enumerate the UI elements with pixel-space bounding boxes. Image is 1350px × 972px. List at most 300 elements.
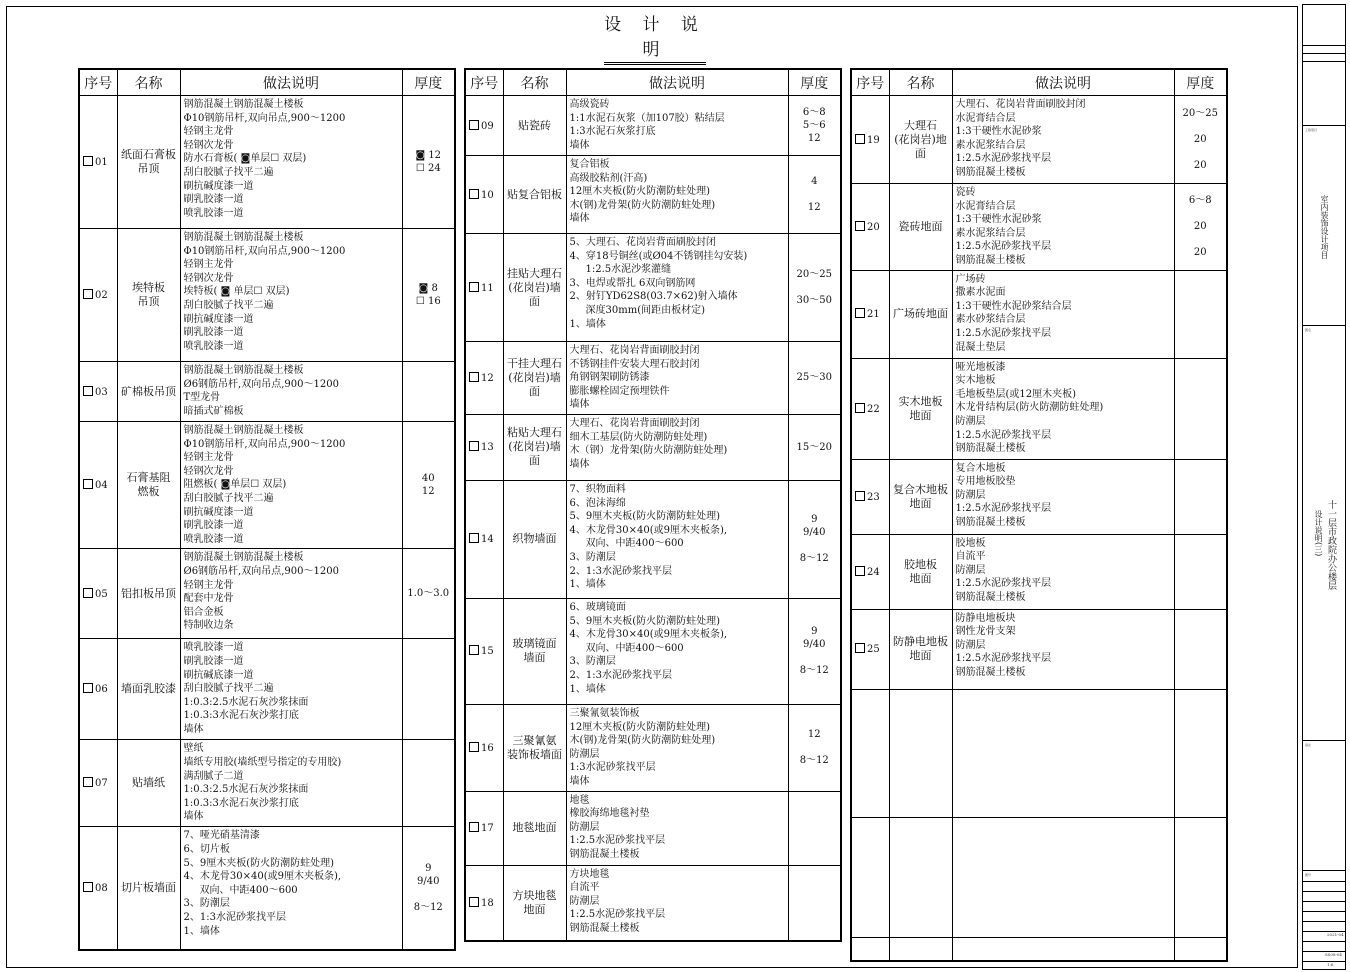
method-line: 1:3水泥石灰浆打底 <box>569 126 656 138</box>
thickness-line: 8～12 <box>413 902 443 914</box>
item-name <box>503 704 566 791</box>
method-line: 1:3干硬性水泥砂浆 <box>955 214 1042 226</box>
thickness-line <box>403 888 455 901</box>
row-number <box>465 156 503 234</box>
thickness-line: 12 <box>421 486 435 498</box>
method-line: 刮白胶腻子找平二遍 <box>183 683 274 695</box>
item-name-line: 大理石 <box>904 118 937 132</box>
row-number-text: 04 <box>95 480 108 492</box>
spec-row <box>465 598 841 704</box>
method-line: 钢筋混凝土楼板 <box>955 591 1026 603</box>
method-line: 胶地板 <box>955 537 986 549</box>
method-description <box>566 791 788 865</box>
item-name-line: 织物墙面 <box>512 532 557 546</box>
method-line: 1:2.5水泥砂浆找平层 <box>955 153 1052 165</box>
spec-row <box>79 422 455 549</box>
method-line: 特制收边条 <box>183 620 234 632</box>
item-name <box>503 342 566 415</box>
method-line: 刷乳胶漆一道 <box>183 327 244 339</box>
method-line: 防潮层 <box>955 489 986 501</box>
method-description <box>566 156 788 234</box>
method-line: 毛地板垫层(或12厘木夹板) <box>955 388 1077 400</box>
method-line: 钢筋混凝土钢筋混凝土楼板 <box>183 552 304 564</box>
thickness-line: 15～20 <box>796 441 832 453</box>
method-line: 广场砖 <box>955 273 986 285</box>
method-description <box>180 229 402 362</box>
date: 2021-04 <box>1327 932 1344 937</box>
empty-cell <box>1174 937 1227 961</box>
method-line: 2、1:3水泥砂浆找平层 <box>569 669 672 681</box>
header-method: 做法说明 <box>566 69 788 96</box>
method-line: 防静电地板块 <box>955 612 1016 624</box>
method-description <box>566 342 788 415</box>
checkbox-icon <box>855 134 865 144</box>
thickness-line: 9 <box>425 863 432 875</box>
item-name-line: 防静电地板 <box>893 635 948 649</box>
empty-cell <box>889 817 952 937</box>
row-number <box>465 234 503 342</box>
thickness-line: 9/40 <box>803 639 826 651</box>
item-name-line: 粘贴大理石 <box>507 426 562 440</box>
thickness-line: 9/40 <box>803 527 826 539</box>
label-no: 图号 <box>1305 873 1312 877</box>
item-name <box>503 156 566 234</box>
item-name <box>889 358 952 459</box>
thickness-line: 20 <box>1193 247 1207 259</box>
method-line: 埃特板( ◙ 单层☐ 双层) <box>183 286 290 298</box>
thickness-line: 8～12 <box>799 553 829 565</box>
spec-row <box>851 270 1227 358</box>
item-name <box>503 234 566 342</box>
row-number-text: 20 <box>867 221 880 233</box>
empty-row <box>851 689 1227 817</box>
method-line: 1:2.5水泥沙浆灌缝 <box>585 264 672 276</box>
row-number <box>79 422 117 549</box>
method-line: 6、切片板 <box>183 843 230 855</box>
method-line: 轻钢主龙骨 <box>183 579 234 591</box>
method-line: 撒素水泥面 <box>955 287 1006 299</box>
method-line: 2、1:3水泥砂浆找平层 <box>569 565 672 577</box>
item-name-line: 地面 <box>909 496 932 510</box>
row-number-text: 07 <box>95 778 108 790</box>
method-line: 5、大理石、花岗岩背面刷胶封闭 <box>569 237 716 248</box>
thickness <box>788 704 841 791</box>
method-description <box>566 704 788 791</box>
method-line: 1:2.5水泥砂浆找平层 <box>569 909 666 921</box>
spec-row <box>851 184 1227 271</box>
method-description <box>952 96 1174 184</box>
method-line: 实木地板 <box>955 375 996 387</box>
method-line: 瓷砖 <box>955 187 976 198</box>
method-description <box>180 96 402 229</box>
method-line: 刷抗碱度漆一道 <box>183 180 254 192</box>
thickness-line: 12 <box>807 202 821 213</box>
thickness <box>402 549 455 639</box>
spec-row <box>465 704 841 791</box>
item-name-line: 地面 <box>909 571 932 585</box>
method-line: 刷抗碱度漆一道 <box>183 313 254 325</box>
method-line: 1、墙体 <box>183 925 220 937</box>
method-line: 1:0.3:2.5水泥石灰沙浆抹面 <box>183 784 309 796</box>
method-line: 防潮层 <box>569 821 600 833</box>
item-name-line: (花岗岩)墙面 <box>508 370 561 398</box>
row-number <box>79 827 117 950</box>
empty-cell <box>889 937 952 961</box>
spec-row <box>79 549 455 639</box>
thickness <box>788 234 841 342</box>
spec-table-1 <box>78 68 456 951</box>
method-line: 防潮层 <box>955 639 986 651</box>
method-line: 1:2.5水泥砂浆找平层 <box>955 327 1052 339</box>
method-line: 12厘木夹板(防火防潮防蛀处理) <box>569 721 711 733</box>
empty-cell <box>1174 817 1227 937</box>
label-project: 工程项目 <box>1305 128 1318 132</box>
method-line: 4、木龙骨30×40(或9厘木夹板条), <box>569 524 728 536</box>
method-line: 素水泥浆结合层 <box>955 139 1026 151</box>
item-name-line: 矿棉板吊顶 <box>121 384 176 398</box>
method-line: 钢筋混凝土楼板 <box>955 666 1026 678</box>
method-line: 刮白胶腻子找平二遍 <box>183 299 274 311</box>
method-line: 轻钢主龙骨 <box>183 259 234 271</box>
method-line: 双向、中距400～600 <box>585 538 684 550</box>
thickness <box>788 480 841 598</box>
header-name: 名称 <box>117 69 180 96</box>
thickness-line: 20～25 <box>796 269 832 280</box>
method-line: 2、1:3水泥砂浆找平层 <box>183 911 286 923</box>
item-name-line: 石膏基阻 <box>126 471 171 485</box>
method-line: 6、玻璃镜面 <box>569 601 626 613</box>
spec-row <box>465 414 841 480</box>
item-name <box>889 609 952 689</box>
row-number-text: 13 <box>481 442 494 454</box>
item-name-line: 瓷砖地面 <box>898 219 943 233</box>
row-number-text: 17 <box>481 823 494 835</box>
method-description <box>566 598 788 704</box>
method-description <box>180 422 402 549</box>
thickness <box>788 342 841 415</box>
drawing-name: 设计说明(三) <box>1314 510 1323 557</box>
method-line: 1:0.3:2.5水泥石灰沙浆抹面 <box>183 696 309 708</box>
header-thickness: 厚度 <box>1174 69 1227 96</box>
row-number <box>465 598 503 704</box>
spec-table-2 <box>464 68 842 942</box>
item-name <box>503 598 566 704</box>
item-name-line: 纸面石膏板 <box>121 148 176 161</box>
method-line: 钢筋混凝土钢筋混凝土楼板 <box>183 99 304 110</box>
sheet-no: SS08-04 <box>1325 952 1342 957</box>
spec-row <box>465 865 841 941</box>
method-line: 防潮层 <box>569 748 600 760</box>
method-line: 刷抗碱度漆一道 <box>183 506 254 518</box>
method-line: 钢筋混凝土楼板 <box>955 254 1026 266</box>
row-number-text: 25 <box>867 644 880 656</box>
header-method: 做法说明 <box>952 69 1174 96</box>
method-line: 喷乳胶漆一道 <box>183 207 244 219</box>
empty-cell <box>851 817 889 937</box>
method-line: 刷乳胶漆一道 <box>183 194 244 206</box>
item-name-line: 挂贴大理石 <box>507 266 562 280</box>
row-number <box>851 358 889 459</box>
spec-table-3 <box>850 68 1228 962</box>
method-line: 双向、中距400～600 <box>585 642 684 654</box>
thickness <box>402 422 455 549</box>
thickness-line <box>1175 120 1227 133</box>
checkbox-icon <box>855 308 865 318</box>
header-thickness: 厚度 <box>788 69 841 96</box>
method-description <box>566 234 788 342</box>
method-line: 混凝土垫层 <box>955 341 1006 353</box>
method-description <box>952 270 1174 358</box>
spec-row <box>851 609 1227 689</box>
method-line: 3、电焊或帮扎 6双向钢筋网 <box>569 277 696 289</box>
spec-row <box>465 791 841 865</box>
thickness <box>402 362 455 422</box>
item-name <box>503 414 566 480</box>
item-name <box>117 639 180 740</box>
header-method: 做法说明 <box>180 69 402 96</box>
row-number <box>465 480 503 598</box>
method-line: 轻钢主龙骨 <box>183 126 234 138</box>
row-number <box>851 459 889 534</box>
item-name <box>117 549 180 639</box>
spec-row <box>465 234 841 342</box>
thickness-line: 20 <box>1193 221 1207 233</box>
thickness-line: 12 <box>807 729 821 741</box>
thickness <box>788 598 841 704</box>
method-line: Φ10钢筋吊杆,双向吊点,900～1200 <box>183 245 346 257</box>
method-line: 3、防潮层 <box>183 898 230 910</box>
empty-cell <box>952 817 1174 937</box>
item-name <box>117 229 180 362</box>
method-line: 高级胶粘剂(汗高) <box>569 172 648 184</box>
method-line: 防水石膏板( ◙单层☐ 双层) <box>183 153 307 165</box>
method-line: 喷乳胶漆一道 <box>183 642 244 654</box>
spec-row <box>851 96 1227 184</box>
item-name-line: 方块地毯 <box>512 888 557 902</box>
spec-row <box>79 827 455 950</box>
method-line: 专用地板胶垫 <box>955 476 1016 488</box>
checkbox-icon <box>469 533 479 543</box>
method-line: 高级瓷砖 <box>569 99 610 110</box>
method-line: 1:0.3:3水泥石灰沙浆打底 <box>183 797 299 809</box>
title-block <box>1302 4 1346 970</box>
method-line: 1:3干硬性水泥砂浆 <box>955 126 1042 138</box>
method-line: 轻钢主龙骨 <box>183 452 234 464</box>
checkbox-icon <box>469 120 479 130</box>
label-remark: 备注 <box>1305 743 1312 747</box>
checkbox-icon <box>855 403 865 413</box>
row-number-text: 08 <box>95 883 108 895</box>
method-line: 钢筋混凝土楼板 <box>955 443 1026 455</box>
checkbox-icon <box>83 386 93 396</box>
spec-row <box>851 459 1227 534</box>
method-line: 大理石、花岗岩背面刷胶封闭 <box>569 417 700 429</box>
thickness-line: 8～12 <box>799 755 829 767</box>
checkbox-icon <box>83 882 93 892</box>
checkbox-icon <box>469 822 479 832</box>
checkbox-icon <box>469 372 479 382</box>
method-line: 木龙骨结构层(防火防潮防蛀处理) <box>955 402 1104 414</box>
header-seq: 序号 <box>465 69 503 96</box>
thickness-line: ◙ 12 <box>415 150 442 161</box>
empty-cell <box>952 937 1174 961</box>
checkbox-icon <box>83 588 93 598</box>
item-name-line: 三聚氰氨 <box>512 733 557 747</box>
method-line: 自流平 <box>569 882 600 894</box>
project-name: 室内装饰设计项目 <box>1320 195 1329 259</box>
method-line: 钢筋混凝土钢筋混凝土楼板 <box>183 425 304 436</box>
method-line: 铝合金板 <box>183 606 224 618</box>
method-line: 防潮层 <box>569 895 600 907</box>
row-number <box>79 549 117 639</box>
method-line: 水泥膏结合层 <box>955 200 1016 212</box>
row-number <box>79 229 117 362</box>
method-line: 水泥膏结合层 <box>955 112 1016 124</box>
method-line: 钢筋混凝土楼板 <box>955 166 1026 178</box>
row-number-text: 22 <box>867 403 880 415</box>
method-line: 7、织物面料 <box>569 483 626 495</box>
thickness <box>1174 609 1227 689</box>
thickness-line: 5～6 <box>802 120 826 131</box>
item-name <box>117 96 180 229</box>
thickness <box>788 156 841 234</box>
header-seq: 序号 <box>851 69 889 96</box>
method-line: 墙体 <box>183 811 204 823</box>
method-line: 三聚氰氨装饰板 <box>569 707 640 719</box>
thickness-line: 6～8 <box>1188 195 1212 207</box>
header-name: 名称 <box>889 69 952 96</box>
thickness-line <box>1175 146 1227 159</box>
row-number-text: 23 <box>867 491 880 503</box>
item-name-line: 切片板墙面 <box>121 881 176 895</box>
item-name <box>889 459 952 534</box>
method-line: 4、木龙骨30×40(或9厘木夹板条), <box>183 871 342 883</box>
method-line: Ø6钢筋吊杆,双向吊点,900～1200 <box>183 565 339 577</box>
checkbox-icon <box>855 221 865 231</box>
spec-row <box>79 229 455 362</box>
item-name <box>889 96 952 184</box>
thickness-line: 30～50 <box>796 295 832 306</box>
method-description <box>180 362 402 422</box>
method-line: 配套中龙骨 <box>183 593 234 605</box>
method-line: 6、泡沫海绵 <box>569 497 626 509</box>
thickness-line <box>789 281 841 294</box>
method-line: 1:3干硬性水泥砂浆结合层 <box>955 300 1072 312</box>
empty-cell <box>851 937 889 961</box>
method-line: Ø6钢筋吊杆,双向吊点,900～1200 <box>183 378 339 390</box>
method-line: 防潮层 <box>955 564 986 576</box>
method-line: 钢筋混凝土钢筋混凝土楼板 <box>183 232 304 243</box>
spec-row <box>79 740 455 827</box>
method-line: 不锈钢挂件安装大理石胶封闭 <box>569 358 700 370</box>
thickness-line: 9 <box>811 626 818 638</box>
method-line: 钢筋混凝土楼板 <box>569 922 640 934</box>
row-number <box>851 96 889 184</box>
method-description <box>952 609 1174 689</box>
method-line: 2、射钉YD62S8(03.7×62)射入墙体 <box>569 291 738 303</box>
thickness <box>1174 96 1227 184</box>
method-line: 墙纸专用胶(墙纸型号指定的专用胶) <box>183 756 342 768</box>
thickness-line: 4 <box>811 176 818 187</box>
method-line: 壁纸 <box>183 743 204 755</box>
thickness-line <box>789 741 841 754</box>
method-line: 地毯 <box>569 794 590 806</box>
method-line: 3、防潮层 <box>569 656 616 668</box>
method-line: 钢筋混凝土钢筋混凝土楼板 <box>183 365 304 376</box>
row-number <box>851 184 889 271</box>
row-number-text: 01 <box>95 157 108 168</box>
method-line: 暗插式矿棉板 <box>183 405 244 417</box>
scale: 1:6 <box>1327 962 1334 967</box>
method-line: 1、墙体 <box>569 683 606 695</box>
item-name <box>117 422 180 549</box>
item-name <box>889 534 952 609</box>
method-line: 墙体 <box>569 399 590 411</box>
item-name-line: 埃特板 <box>132 281 165 294</box>
item-name-line: 地毯地面 <box>512 821 557 835</box>
method-description <box>566 414 788 480</box>
item-name <box>503 791 566 865</box>
spec-row <box>465 96 841 156</box>
empty-row <box>851 817 1227 937</box>
method-description <box>952 358 1174 459</box>
thickness-line: 20 <box>1193 134 1207 145</box>
method-line: 大理石、花岗岩背面刷胶封闭 <box>955 99 1086 110</box>
method-description <box>180 740 402 827</box>
item-name <box>503 480 566 598</box>
method-line: 1、墙体 <box>569 579 606 591</box>
method-line: 哑光地板漆 <box>955 361 1006 373</box>
spec-row <box>79 96 455 229</box>
item-name <box>503 96 566 156</box>
row-number <box>465 342 503 415</box>
thickness <box>402 740 455 827</box>
thickness-line <box>1175 207 1227 220</box>
thickness-line <box>789 188 841 201</box>
method-line: 1、墙体 <box>569 318 606 330</box>
checkbox-icon <box>83 156 93 166</box>
method-line: 木(钢)龙骨架(防火防潮防蛀处理) <box>569 735 716 747</box>
method-line: 轻钢次龙骨 <box>183 272 234 284</box>
row-number <box>79 740 117 827</box>
thickness <box>402 639 455 740</box>
thickness-line: ◙ 8 <box>418 283 438 294</box>
method-line: 刷乳胶漆一道 <box>183 520 244 532</box>
thickness-line: 9 <box>811 514 818 526</box>
item-name <box>503 865 566 941</box>
method-line: 木(钢)龙骨架(防火防潮防蛀处理) <box>569 199 716 211</box>
method-line: 墙体 <box>569 458 590 470</box>
thickness <box>1174 358 1227 459</box>
thickness <box>788 791 841 865</box>
row-number <box>851 270 889 358</box>
method-line: 钢性龙骨支架 <box>955 626 1016 638</box>
row-number <box>465 96 503 156</box>
method-line: 5、9厘木夹板(防火防潮防蛀处理) <box>569 615 721 627</box>
method-line: 角钢钢架刷防锈漆 <box>569 372 650 384</box>
thickness-line: 25～30 <box>796 372 832 384</box>
method-line: 4、木龙骨30×40(或9厘木夹板条), <box>569 629 728 641</box>
spec-row <box>851 358 1227 459</box>
thickness <box>788 865 841 941</box>
thickness <box>788 414 841 480</box>
item-name-line: 胶地板 <box>904 557 937 571</box>
method-line: 阻燃板( ◙单层☐ 双层) <box>183 479 287 491</box>
item-name-line: 燃板 <box>137 485 160 499</box>
method-line: 复合铝板 <box>569 159 610 170</box>
method-line: 深度30mm(间距由板材定) <box>585 304 705 316</box>
method-line: 5、9厘木夹板(防火防潮防蛀处理) <box>569 511 721 523</box>
